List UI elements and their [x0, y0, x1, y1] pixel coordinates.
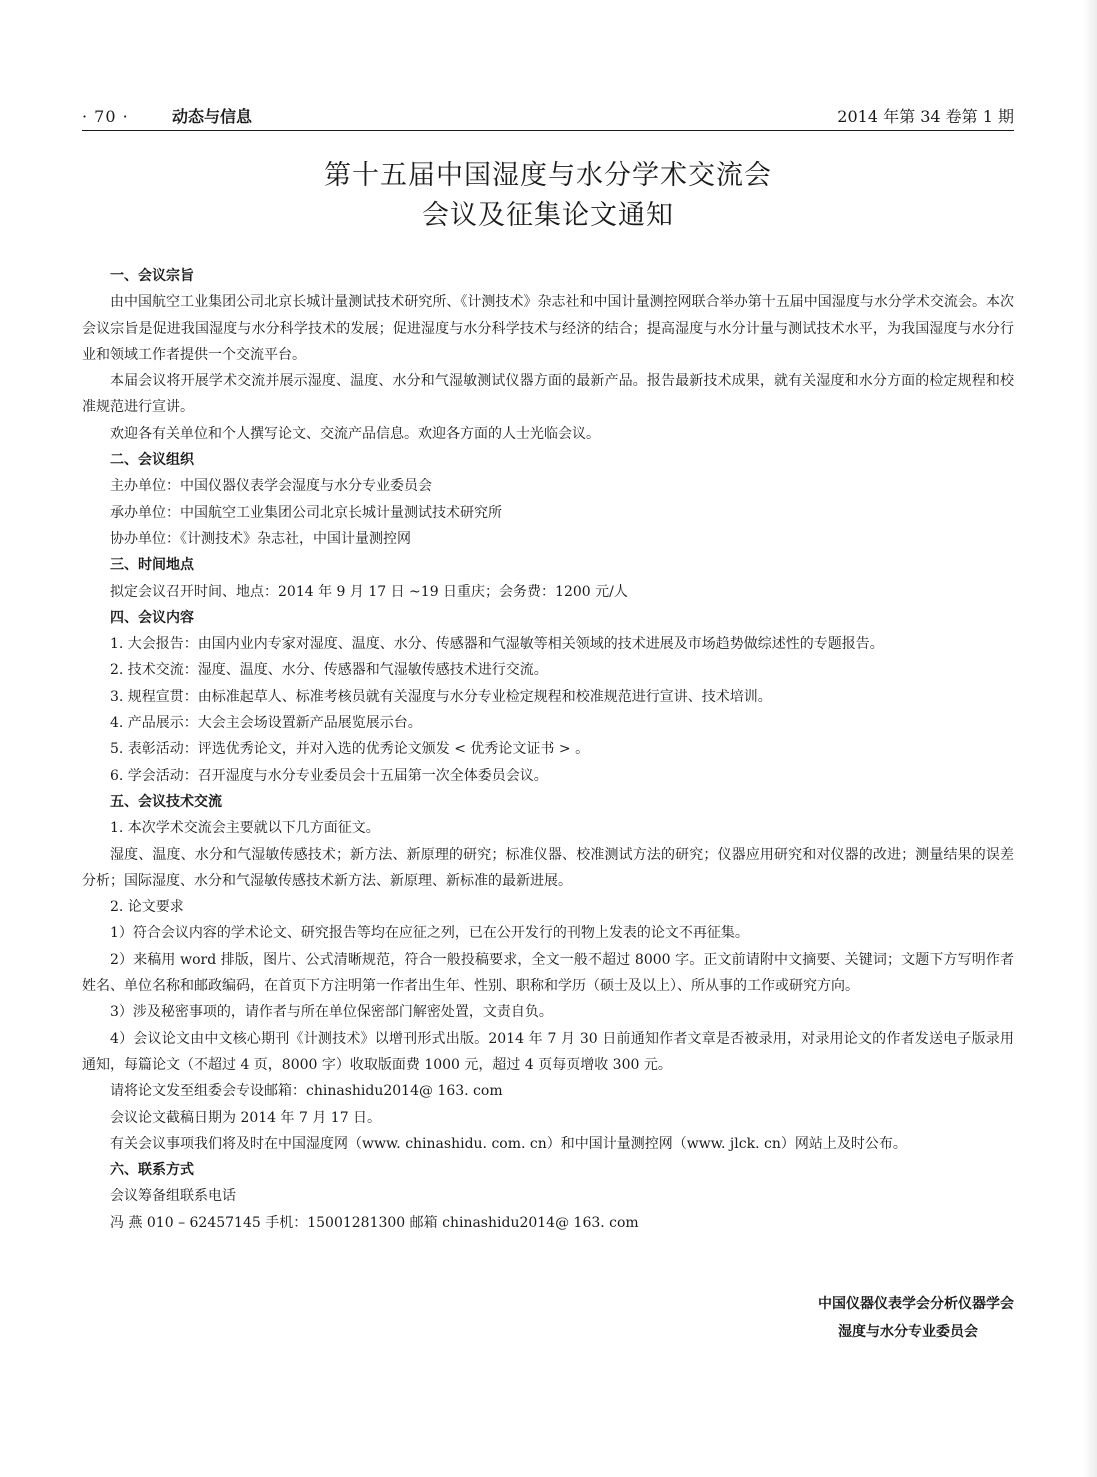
paragraph: 4. 产品展示：大会主会场设置新产品展览展示台。 [110, 715, 422, 732]
paragraph: 主办单位：中国仪器仪表学会湿度与水分专业委员会 [110, 478, 432, 495]
journal-page [82, 100, 1014, 1460]
paragraph: 拟定会议召开时间、地点：2014 年 9 月 17 日 ~19 日重庆；会务费：1200 元/人 [110, 583, 628, 600]
signature-org: 中国仪器仪表学会分析仪器学会 [818, 1296, 1014, 1312]
title-line-2: 会议及征集论文通知 [422, 200, 674, 231]
section-heading: 三、时间地点 [110, 557, 194, 574]
paragraph: 2. 技术交流：湿度、温度、水分、传感器和气湿敏传感技术进行交流。 [110, 662, 548, 679]
paragraph: 协办单位：《计测技术》杂志社，中国计量测控网 [110, 530, 411, 547]
page-edge-shadow [1083, 0, 1097, 1477]
section-heading: 四、会议内容 [110, 609, 194, 626]
paragraph: 2）来稿用 word 排版，图片、公式清晰规范，符合一般投稿要求，全文一般不超过 8000 字。正文前请附中文摘要、关键词；文题下方写明作者姓名、单位名称和邮政编码，在首页下方注明第一作者出生年、性别、职称和学历（硕士及以上）、所从事的工作或研究方向。 [82, 951, 1014, 995]
signature-committee: 湿度与水分专业委员会 [838, 1324, 978, 1340]
paragraph: 6. 学会活动：召开湿度与水分专业委员会十五届第一次全体委员会议。 [110, 767, 548, 784]
paragraph: 4）会议论文由中文核心期刊《计测技术》以增刊形式出版。2014 年 7 月 30 日前通知作者文章是否被录用，对录用论文的作者发送电子版录用通知，每篇论文（不超过 4 页，8000 字）收取版面费 1000 元，超过 4 页每页增收 300 元。 [82, 1030, 1014, 1073]
paragraph: 会议论文截稿日期为 2014 年 7 月 17 日。 [110, 1109, 382, 1126]
section-heading: 一、会议宗旨 [110, 268, 194, 284]
article-title [82, 156, 1014, 236]
paragraph: 湿度、温度、水分和气湿敏传感技术；新方法、新原理的研究；标准仪器、校准测试方法的研究；仪器应用研究和对仪器的改进；测量结果的误差分析；国际湿度、水分和气湿敏传感技术新方法、新原理、新标准的最新进展。 [82, 846, 1014, 889]
signature-block [614, 1290, 1014, 1346]
paragraph: 承办单位：中国航空工业集团公司北京长城计量测试技术研究所 [110, 504, 502, 521]
paragraph: 1. 本次学术交流会主要就以下几方面征文。 [110, 820, 380, 837]
section-heading: 二、会议组织 [110, 452, 194, 469]
contact-line: 冯 燕 010 – 62457145 手机：15001281300 邮箱 chinashidu2014@ 163. com [110, 1214, 639, 1231]
submission-email: 请将论文发至组委会专设邮箱：chinashidu2014@ 163. com [110, 1083, 503, 1100]
article-body [82, 263, 1014, 1236]
title-line-1: 第十五届中国湿度与水分学术交流会 [324, 160, 772, 191]
issue-info: 2014 年第 34 卷第 1 期 [837, 107, 1014, 126]
section-heading: 五、会议技术交流 [110, 793, 222, 810]
paragraph: 1）符合会议内容的学术论文、研究报告等均在应征之列，已在公开发行的刊物上发表的论文不再征集。 [110, 925, 749, 942]
paragraph: 5. 表彰活动：评选优秀论文，并对入选的优秀论文颁发 < 优秀论文证书 > 。 [110, 741, 590, 758]
section-heading: 六、联系方式 [110, 1162, 194, 1179]
paragraph: 由中国航空工业集团公司北京长城计量测试技术研究所、《计测技术》杂志社和中国计量测控网联合举办第十五届中国湿度与水分学术交流会。本次会议宗旨是促进我国湿度与水分科学技术的发展；促进湿度与水分科学技术与经济的结合；提高湿度与水分计量与测试技术水平，为我国湿度与水分行业和领域工作者提供一个交流平台。 [82, 294, 1014, 363]
paragraph: 欢迎各有关单位和个人撰写论文、交流产品信息。欢迎各方面的人士光临会议。 [110, 425, 600, 442]
paragraph: 1. 大会报告：由国内业内专家对湿度、温度、水分、传感器和气湿敏等相关领域的技术进展及市场趋势做综述性的专题报告。 [110, 636, 884, 653]
column-name: 动态与信息 [172, 107, 253, 126]
paragraph: 本届会议将开展学术交流并展示湿度、温度、水分和气湿敏测试仪器方面的最新产品。报告最新技术成果，就有关湿度和水分方面的检定规程和校准规范进行宣讲。 [82, 373, 1014, 416]
paragraph: 有关会议事项我们将及时在中国湿度网（www. chinashidu. com. cn）和中国计量测控网（www. jlck. cn）网站上及时公布。 [110, 1135, 907, 1152]
paragraph: 2. 论文要求 [110, 899, 184, 916]
paragraph: 3）涉及秘密事项的，请作者与所在单位保密部门解密处置，文责自负。 [110, 1004, 553, 1021]
page-number: · 70 · [82, 107, 129, 126]
paragraph: 3. 规程宣贯：由标准起草人、标准考核员就有关湿度与水分专业检定规程和校准规范进行宣讲、技术培训。 [110, 688, 772, 705]
header-rule [82, 130, 1014, 131]
paragraph: 会议筹备组联系电话 [110, 1188, 236, 1205]
running-header [82, 106, 1014, 130]
